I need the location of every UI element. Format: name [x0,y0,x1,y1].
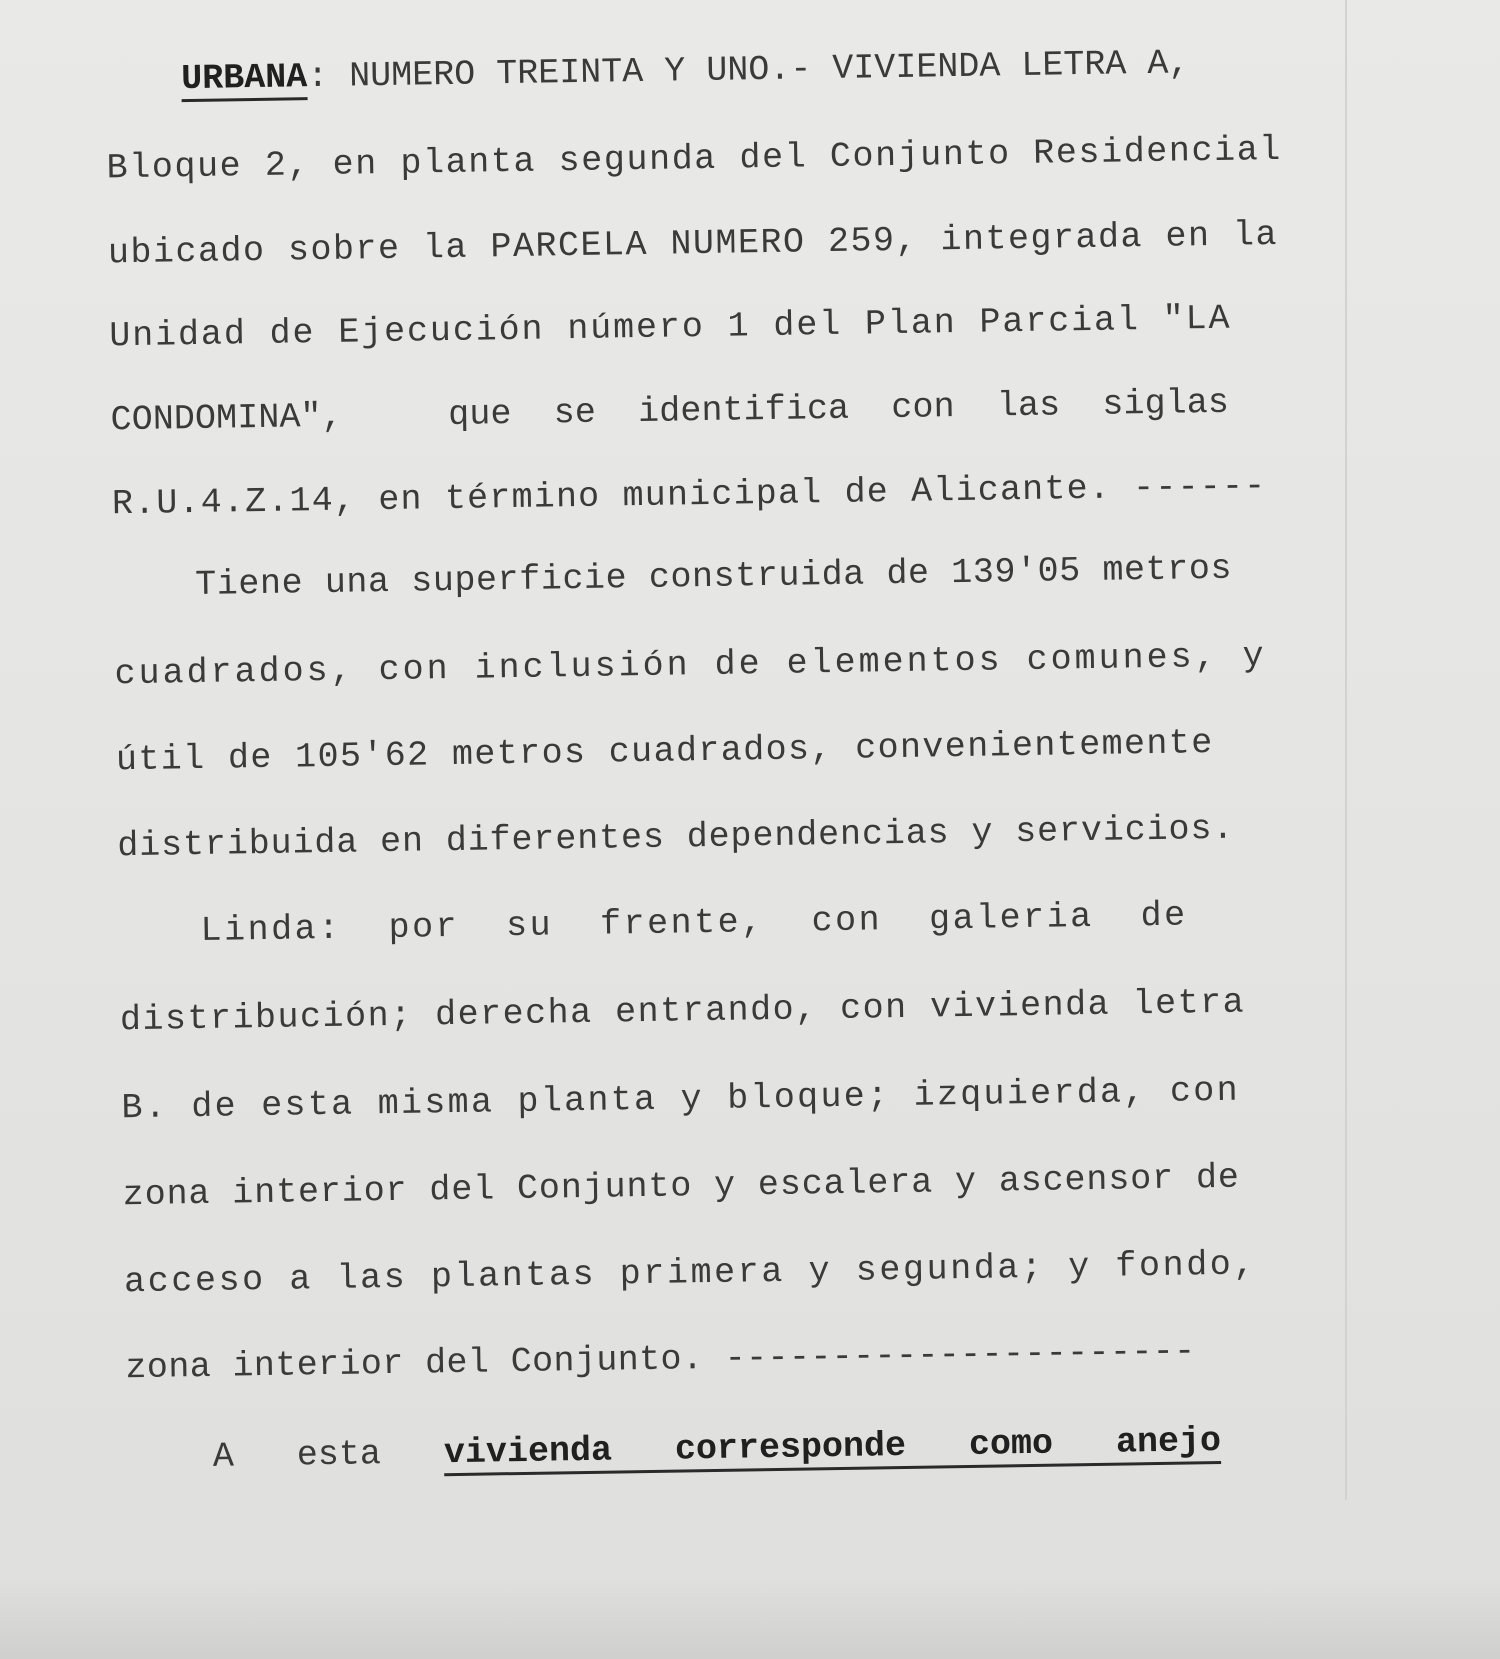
document-line-2: Bloque 2, en planta segunda del Conjunto Residencial [106,129,1283,189]
document-line-4: Unidad de Ejecución número 1 del Plan Parcial "LA [108,298,1232,357]
document-line-8: cuadrados, con inclusión de elementos comunes, y [114,636,1267,695]
document-line-9: útil de 105'62 metros cuadrados, convenientemente [115,723,1214,781]
document-line-7: Tiene una superficie construida de 139'05 metros [194,548,1233,606]
document-line-15: acceso a las plantas primera y segunda; y fondo, [123,1244,1258,1303]
document-line-17: A esta vivienda corresponde como anejo [212,1421,1222,1477]
document-line-11: Linda: por su frente, con galeria de [200,895,1188,951]
document-line-13: B. de esta misma planta y bloque; izquierda, con [121,1070,1241,1129]
vivienda-emphasis: vivienda corresponde como anejo [444,1421,1222,1476]
document-line-1: URBANA: NUMERO TREINTA Y UNO.- VIVIENDA LETRA A, [181,43,1190,99]
page-bottom-shadow [0,1579,1500,1659]
document-line-12: distribución; derecha entrando, con vivienda letra [119,982,1246,1041]
document-line-3: ubicado sobre la PARCELA NUMERO 259, integrada en la [107,214,1279,274]
document-line-16: zona interior del Conjunto. ---------------------- [125,1331,1196,1389]
urbana-heading: URBANA [181,57,308,102]
document-line-14: zona interior del Conjunto y escalera y ascensor de [122,1157,1241,1216]
document-line-6: R.U.4.Z.14, en término municipal de Alicante. ------ [111,466,1267,525]
document-line-10: distribuida en diferentes dependencias y servicios. [116,808,1235,867]
document-line-5: CONDOMINA", que se identifica con las siglas [110,382,1230,441]
